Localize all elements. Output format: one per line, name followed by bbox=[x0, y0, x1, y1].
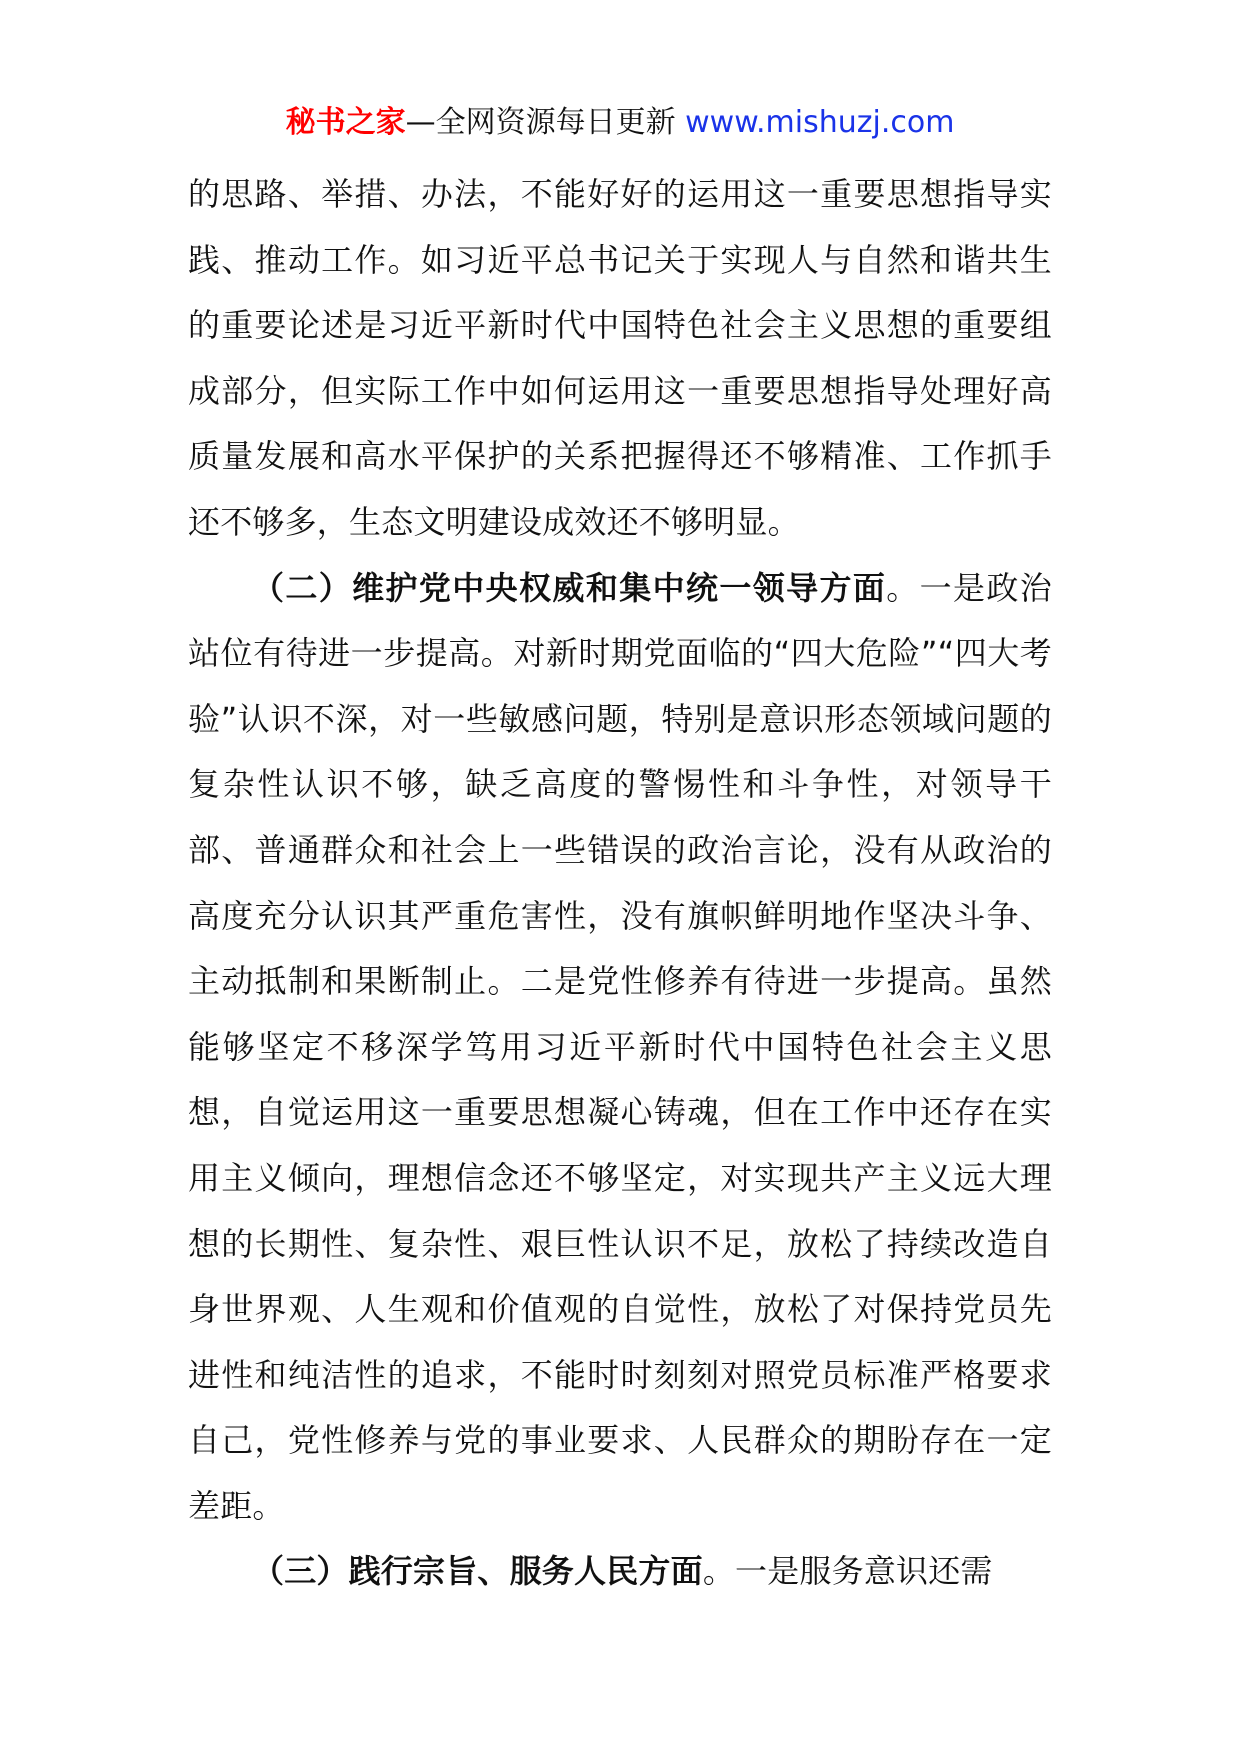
paragraph-section-2 bbox=[188, 556, 1052, 1540]
site-url[interactable]: www.mishuzj.com bbox=[685, 105, 955, 140]
paragraph-continued bbox=[188, 162, 1052, 556]
document-body bbox=[188, 162, 1052, 1605]
paragraph-text: 。一是政治站位有待进一步提高。对新时期党面临的“四大危险”“四大考验”认识不深，对一些敏感问题，特别是意识形态领域问题的复杂性认识不够，缺乏高度的警惕性和斗争性，对领导干部、普通群众和社会上一些错误的政治言论，没有从政治的高度充分认识其严重危害性，没有旗帜鲜明地作坚决斗争、主动抵制和果断制止。二是党性修养有待进一步提高。虽然能够坚定不移深学笃用习近平新时代中国特色社会主义思想，自觉运用这一重要思想凝心铸魂，但在工作中还存在实用主义倾向，理想信念还不够坚定，对实现共产主义远大理想的长期性、复杂性、艰巨性认识不足，放松了持续改造自身世界观、人生观和价值观的自觉性，放松了对保持党员先进性和纯洁性的追求，不能时时刻刻对照党员标准严格要求自己，党性修养与党的事业要求、人民群众的期盼存在一定差距。 bbox=[188, 568, 1052, 1525]
paragraph-text: 的思路、举措、办法，不能好好的运用这一重要思想指导实践、推动工作。如习近平总书记关于实现人与自然和谐共生的重要论述是习近平新时代中国特色社会主义思想的重要组成部分，但实际工作中如何运用这一重要思想指导处理好高质量发展和高水平保护的关系把握得还不够精准、工作抓手还不够多，生态文明建设成效还不够明显。 bbox=[188, 175, 1052, 541]
page-header bbox=[0, 101, 1240, 145]
section-heading: （三）践行宗旨、服务人民方面 bbox=[252, 1552, 703, 1591]
header-tagline: —全网资源每日更新 bbox=[405, 105, 676, 140]
paragraph-text: 。一是服务意识还需 bbox=[702, 1552, 993, 1591]
brand-name: 秘书之家 bbox=[285, 105, 406, 140]
paragraph-section-3 bbox=[188, 1539, 1052, 1605]
section-heading: （二）维护党中央权威和集中统一领导方面 bbox=[252, 568, 887, 607]
